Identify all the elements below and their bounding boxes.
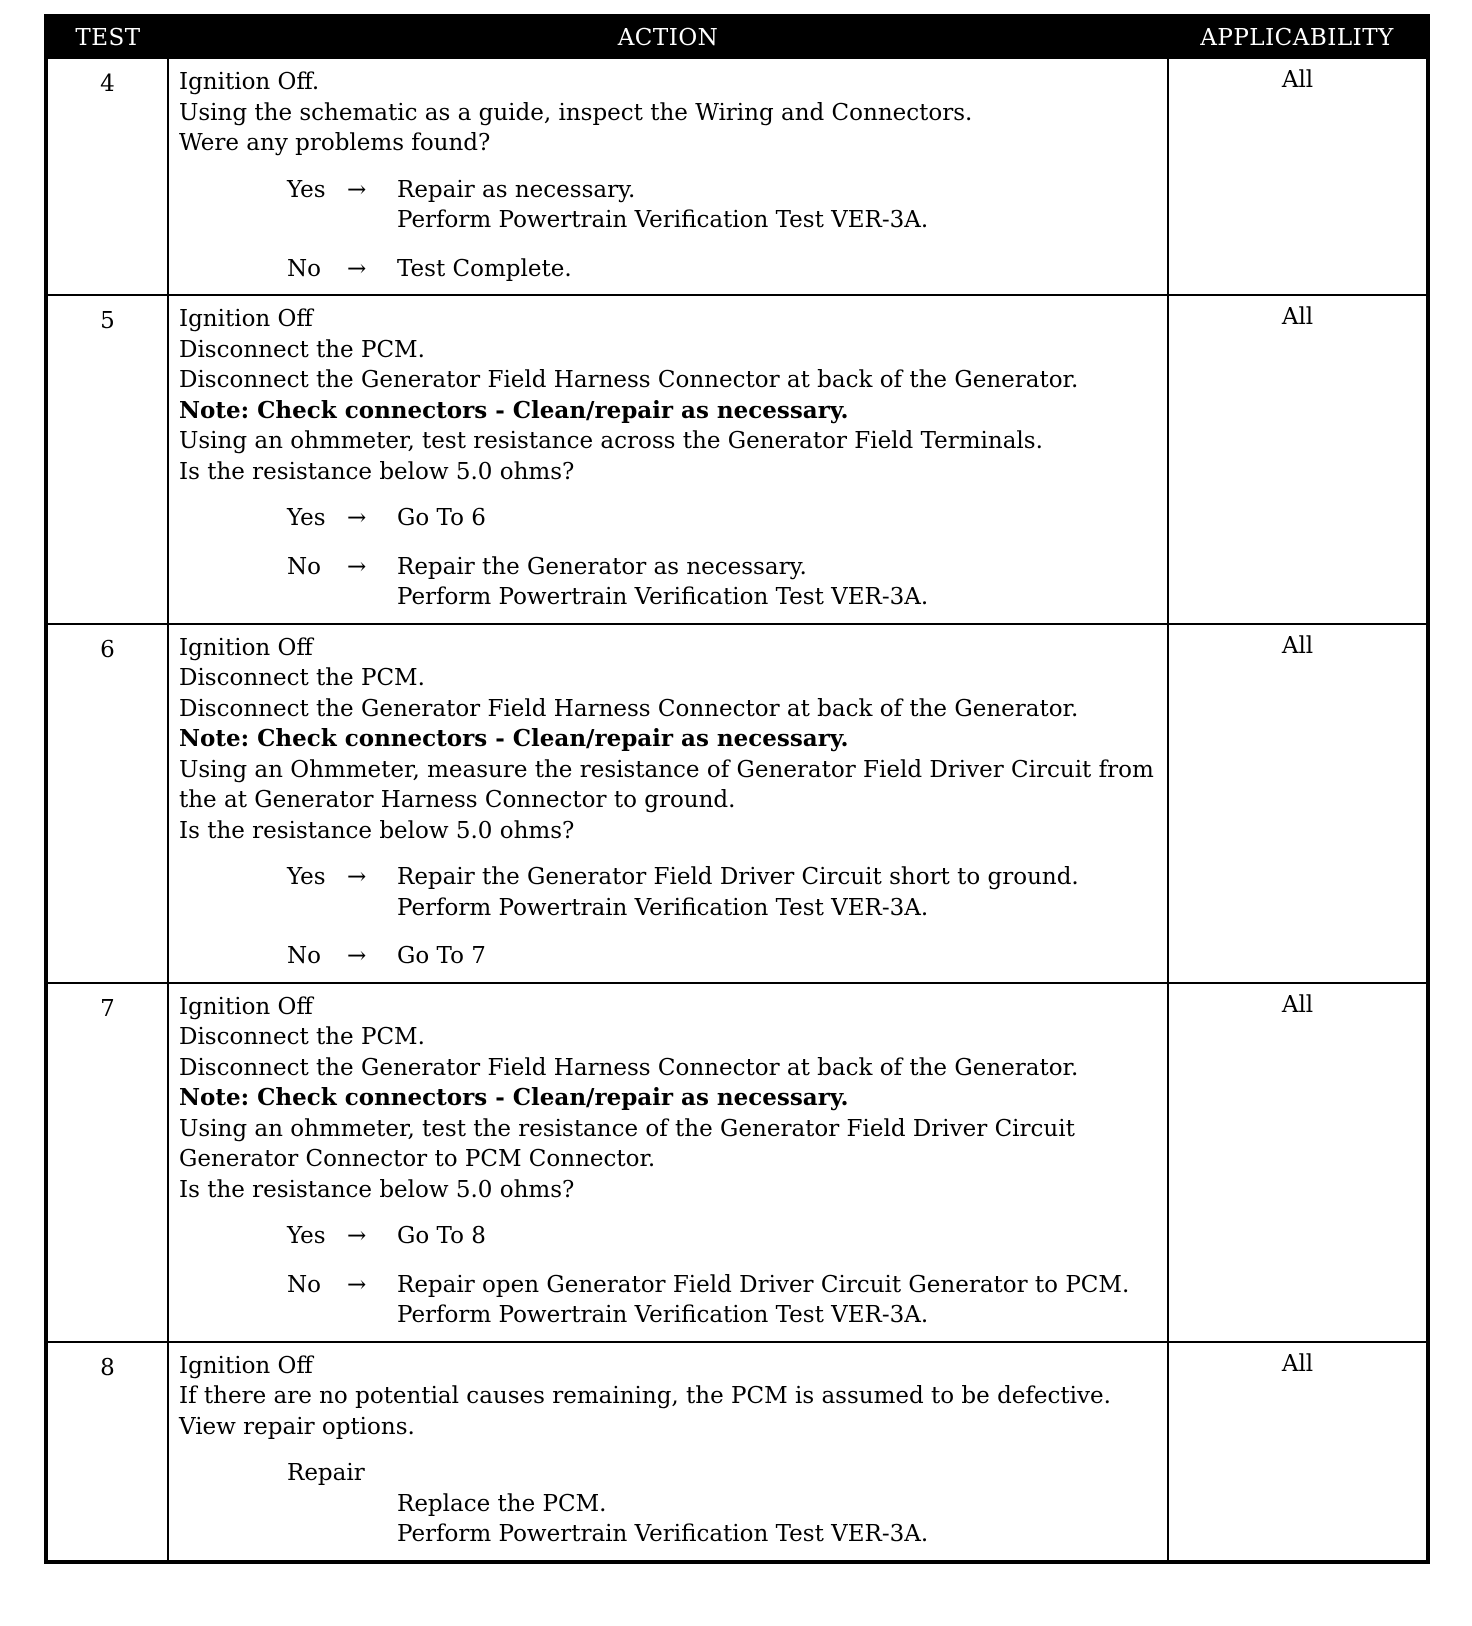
arrow-icon: → (347, 864, 367, 890)
action-line: Disconnect the PCM. (179, 1024, 425, 1050)
action-line: Note: Check connectors - Clean/repair as necessary. (179, 396, 849, 424)
header-applicability: APPLICABILITY (1168, 16, 1428, 58)
answer-result (397, 175, 1161, 236)
action-line: Disconnect the Generator Field Harness Connector at back of the Generator. (179, 367, 1079, 393)
action-cell (168, 983, 1168, 1342)
answer-list (179, 1221, 1161, 1331)
arrow-icon: → (347, 505, 367, 531)
applicability-value: All (1168, 58, 1428, 295)
answer-label: Yes (287, 505, 326, 531)
action-line: Ignition Off. (179, 69, 320, 95)
answer-result (397, 254, 1161, 285)
diagnostic-test-table (44, 14, 1430, 1564)
answer-result-line: Perform Powertrain Verification Test VER-3A. (397, 584, 929, 610)
action-line: Using an Ohmmeter, measure the resistance of Generator Field Driver Circuit from (179, 756, 1154, 783)
table-row (46, 624, 1428, 983)
answer-list (179, 503, 1161, 613)
answer-result-line: Perform Powertrain Verification Test VER-3A. (397, 894, 929, 921)
answer-item (179, 941, 1161, 972)
answer-item (179, 1221, 1161, 1252)
action-line: Disconnect the Generator Field Harness Connector at back of the Generator. (179, 695, 1079, 722)
answer-label: Yes (287, 864, 326, 890)
answer-result-line: Perform Powertrain Verification Test VER-3A. (397, 207, 929, 233)
answer-list (179, 175, 1161, 285)
test-number: 6 (46, 624, 168, 983)
test-number: 7 (46, 983, 168, 1342)
action-line: Using the schematic as a guide, inspect the Wiring and Connectors. (179, 99, 973, 126)
action-line: Using an ohmmeter, test the resistance of the Generator Field Driver Circuit (179, 1115, 1075, 1142)
action-cell (168, 624, 1168, 983)
header-test: TEST (46, 16, 168, 58)
arrow-icon: → (347, 943, 367, 969)
action-line: Note: Check connectors - Clean/repair as necessary. (179, 1084, 849, 1111)
action-cell (168, 58, 1168, 295)
action-line: Disconnect the PCM. (179, 665, 425, 691)
action-line: the at Generator Harness Connector to ground. (179, 787, 736, 813)
answer-result-line: Repair the Generator Field Driver Circuit short to ground. (397, 864, 1079, 890)
test-number: 5 (46, 295, 168, 624)
action-line: Generator Connector to PCM Connector. (179, 1146, 656, 1172)
header-action: ACTION (168, 16, 1168, 58)
arrow-icon: → (347, 176, 367, 203)
table-body (46, 58, 1428, 1562)
action-line: Ignition Off (179, 306, 313, 332)
answer-result (397, 503, 1161, 534)
answer-item (179, 862, 1161, 923)
table-row (46, 1342, 1428, 1562)
answer-item (179, 503, 1161, 534)
applicability-value: All (1168, 1342, 1428, 1562)
answer-label: No (287, 553, 321, 580)
table-header (46, 16, 1428, 58)
action-line: Ignition Off (179, 993, 313, 1020)
action-line: Is the resistance below 5.0 ohms? (179, 458, 575, 485)
diagnostic-procedure-sheet (44, 14, 1426, 1564)
repair-label: Repair (287, 1460, 365, 1486)
answer-item (179, 1270, 1161, 1331)
answer-item (179, 254, 1161, 285)
answer-result-line: Go To 8 (397, 1223, 486, 1249)
action-line: Is the resistance below 5.0 ohms? (179, 1176, 575, 1203)
action-line: View repair options. (179, 1413, 415, 1440)
arrow-icon: → (347, 255, 367, 282)
answer-result (397, 1221, 1161, 1252)
answer-item (179, 175, 1161, 236)
answer-label: No (287, 943, 321, 969)
arrow-icon: → (347, 1223, 367, 1249)
answer-item (179, 552, 1161, 613)
answer-result-line: Go To 6 (397, 505, 486, 531)
answer-label: Yes (287, 176, 326, 203)
answer-result-line: Perform Powertrain Verification Test VER-3A. (397, 1302, 929, 1328)
test-number: 8 (46, 1342, 168, 1562)
arrow-icon: → (347, 1271, 367, 1298)
action-line: Using an ohmmeter, test resistance across the Generator Field Terminals. (179, 428, 1043, 454)
answer-result (397, 862, 1161, 923)
action-cell (168, 1342, 1168, 1562)
answer-list (179, 862, 1161, 972)
table-row (46, 295, 1428, 624)
action-cell (168, 295, 1168, 624)
applicability-value: All (1168, 983, 1428, 1342)
test-number: 4 (46, 58, 168, 295)
answer-result-line: Test Complete. (397, 255, 572, 282)
table-row (46, 58, 1428, 295)
answer-label: No (287, 1271, 321, 1298)
answer-label: Yes (287, 1223, 326, 1249)
answer-result-line: Repair as necessary. (397, 176, 636, 203)
repair-result-line: Perform Powertrain Verification Test VER-3A. (397, 1521, 929, 1547)
action-line: Ignition Off (179, 634, 313, 661)
answer-label: No (287, 255, 321, 282)
action-line: Note: Check connectors - Clean/repair as necessary. (179, 725, 849, 752)
answer-result (397, 941, 1161, 972)
action-line: Were any problems found? (179, 130, 491, 156)
repair-options (179, 1458, 1161, 1550)
table-row (46, 983, 1428, 1342)
answer-result (397, 1270, 1161, 1331)
answer-result-line: Go To 7 (397, 943, 486, 969)
answer-result-line: Repair open Generator Field Driver Circuit Generator to PCM. (397, 1271, 1130, 1298)
answer-result-line: Repair the Generator as necessary. (397, 553, 807, 580)
action-line: Disconnect the Generator Field Harness Connector at back of the Generator. (179, 1054, 1079, 1081)
action-line: Disconnect the PCM. (179, 336, 425, 363)
applicability-value: All (1168, 624, 1428, 983)
action-line: Ignition Off (179, 1352, 313, 1379)
arrow-icon: → (347, 553, 367, 580)
repair-result-line: Replace the PCM. (397, 1490, 607, 1517)
applicability-value: All (1168, 295, 1428, 624)
answer-result (397, 552, 1161, 613)
action-line: If there are no potential causes remaining, the PCM is assumed to be defective. (179, 1383, 1111, 1409)
action-line: Is the resistance below 5.0 ohms? (179, 817, 575, 844)
